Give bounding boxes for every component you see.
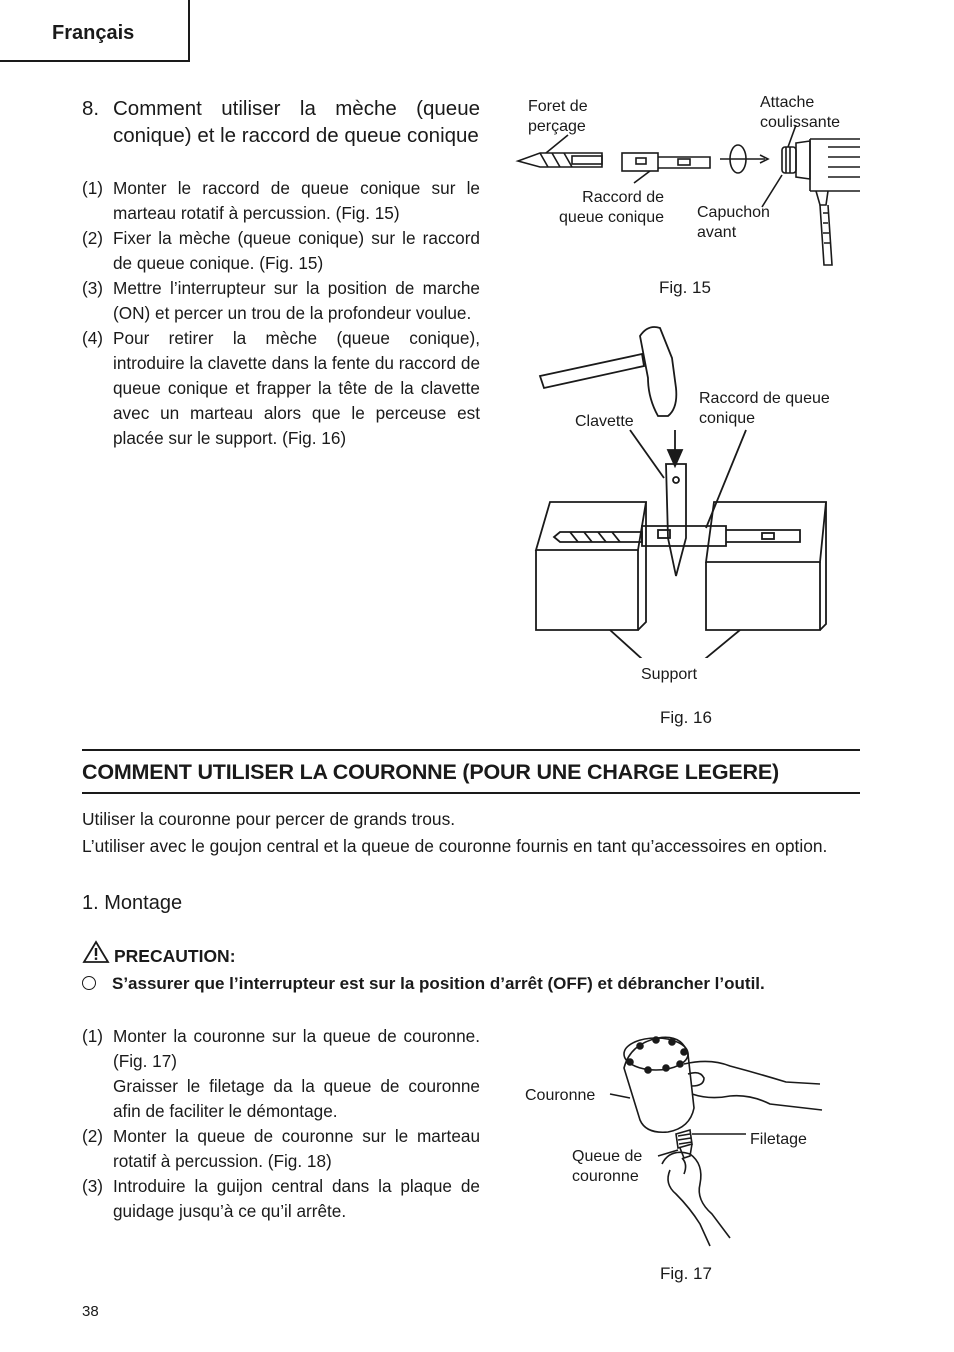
- section-8-steps: [82, 176, 480, 451]
- montage-heading: 1. Montage: [82, 892, 183, 914]
- step-number: (2): [82, 1126, 104, 1146]
- fig16-caption: Fig. 16: [660, 708, 712, 727]
- step-item: [82, 1124, 480, 1174]
- step-text: Graisser le filetage da la queue de couronne afin de faciliter le démontage.: [113, 1076, 480, 1121]
- step-item: [82, 226, 480, 276]
- warning-triangle-icon: [82, 940, 110, 964]
- step-text: Fixer la mèche (queue conique) sur le raccord de queue conique. (Fig. 15): [113, 228, 480, 273]
- step-number: (4): [82, 328, 104, 348]
- caution-text: S’assurer que l’interrupteur est sur la position d’arrêt (OFF) et débrancher l’outil.: [112, 974, 765, 993]
- fig17-label-core-bit: Couronne: [525, 1087, 596, 1104]
- fig16-label-adapter: Raccord de queue conique: [699, 390, 830, 427]
- language-label: Français: [52, 22, 135, 44]
- caution-heading: [82, 940, 236, 967]
- fig16-illustration: [530, 318, 840, 658]
- step-number: (3): [82, 278, 104, 298]
- section-heading: COMMENT UTILISER LA COURONNE (POUR UNE CHARGE LEGERE): [82, 760, 779, 784]
- fig16-label-cotter: Clavette: [575, 413, 634, 430]
- intro-line-1: Utiliser la couronne pour percer de grands trous.: [82, 809, 456, 829]
- step-text: Pour retirer la mèche (queue conique), introduire la clavette dans la fente du raccord de queue conique et frapper la tête de la clavette avec un marteau alors que le perceuse est placée sur le support. (Fig. 16): [113, 328, 480, 448]
- fig15-label-front-cap: Capuchon avant: [697, 204, 770, 241]
- caution-item: [82, 974, 765, 994]
- fig16-label-support: Support: [641, 666, 698, 683]
- section-8-title: [82, 95, 480, 149]
- step-text: Monter la queue de couronne sur le marteau rotatif à percussion. (Fig. 18): [113, 1126, 480, 1171]
- step-item: [82, 1074, 480, 1124]
- section-divider-top: [82, 749, 860, 751]
- core-steps: [82, 1024, 480, 1224]
- step-number: (1): [82, 178, 104, 198]
- step-item: [82, 176, 480, 226]
- step-text: Monter la couronne sur la queue de couronne. (Fig. 17): [113, 1026, 480, 1071]
- language-tab: [0, 0, 190, 62]
- step-text: Mettre l’interrupteur sur la position de marche (ON) et percer un trou de la profondeur voulue.: [113, 278, 480, 323]
- step-text: Monter le raccord de queue conique sur le marteau rotatif à percussion. (Fig. 15): [113, 178, 480, 223]
- section-8-title-text: Comment utiliser la mèche (queue conique) et le raccord de queue conique: [113, 97, 480, 147]
- step-item: [82, 326, 480, 451]
- caution-label: PRECAUTION:: [114, 946, 236, 966]
- fig17-label-core-shank: Queue de couronne: [572, 1148, 643, 1185]
- section-divider-bottom: [82, 792, 860, 794]
- fig17-label-thread: Filetage: [750, 1131, 807, 1148]
- section-8-number: 8.: [82, 97, 100, 120]
- fig15-caption: Fig. 15: [659, 278, 711, 297]
- circle-bullet-icon: [82, 976, 96, 990]
- fig15-label-adapter: Raccord de queue conique: [559, 189, 664, 226]
- step-number: (3): [82, 1176, 104, 1196]
- page-number: 38: [82, 1303, 99, 1320]
- step-item: [82, 1174, 480, 1224]
- fig15-label-drill-bit: Foret de perçage: [528, 98, 588, 135]
- step-item: [82, 276, 480, 326]
- step-number: (1): [82, 1026, 104, 1046]
- step-item: [82, 1024, 480, 1074]
- step-number: (2): [82, 228, 104, 248]
- fig15-label-sliding-attachment: Attache coulissante: [760, 94, 841, 131]
- intro-line-2: L’utiliser avec le goujon central et la queue de couronne fournis en tant qu’accessoires en option.: [82, 836, 828, 856]
- fig17-caption: Fig. 17: [660, 1264, 712, 1283]
- step-text: Introduire la guijon central dans la plaque de guidage jusqu’à ce qu’il arrête.: [113, 1176, 480, 1221]
